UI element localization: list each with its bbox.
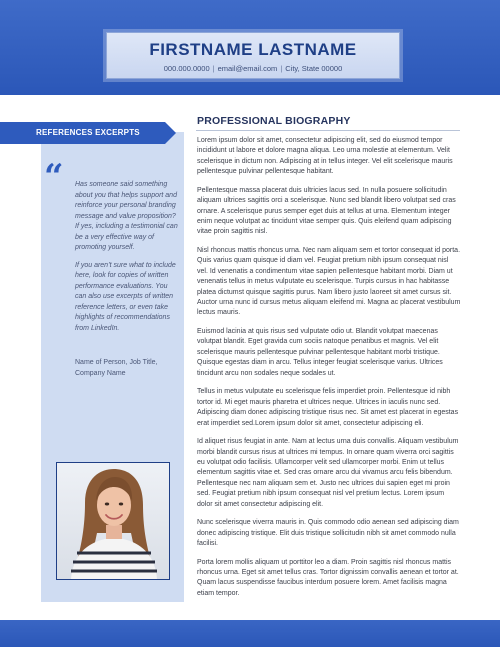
heading-divider	[196, 130, 460, 131]
biography-paragraph: Porta lorem mollis aliquam ut porttitor leo a diam. Proin sagittis nisl rhoncus mattis rhoncus urna. Eget sit amet tellus cras. Tortor dignissim convallis aenean et tortor at. Quam lacus suspendisse faucibus interdum posuere lorem. Amet facilisis magna etiam tempor.	[197, 558, 459, 597]
biography-heading: PROFESSIONAL BIOGRAPHY	[197, 115, 351, 127]
testimonial-text	[75, 180, 179, 341]
profile-photo	[56, 462, 170, 580]
biography-paragraph: Nunc scelerisque viverra mauris in. Quis commodo odio aenean sed adipiscing diam donec adipiscing tristique. Elit duis tristique sollicitudin nibh sit amet commodo nulla facilisi.	[197, 519, 459, 547]
contact-line	[107, 64, 399, 74]
testimonial-paragraph: If you aren’t sure what to include here, look for copies of written performance evaluations. You can also use excerpts of written reference letters, or even take highlights of recommendations from LinkedIn.	[75, 261, 176, 332]
footer-band	[0, 620, 500, 647]
contact-separator: |	[280, 64, 283, 73]
biography-body	[197, 136, 461, 607]
testimonial-attribution: Name of Person, Job Title, Company Name	[75, 359, 158, 377]
email-address: email@email.com	[217, 64, 278, 73]
biography-paragraph: Euismod lacinia at quis risus sed vulputate odio ut. Blandit volutpat maecenas volutpat blandit. Eget gravida cum sociis natoque penatibus et magnis. Vel elit scelerisque mauris pellentesque pulvinar pellentesque habitant morbi tristique. Quisque egestas diam in arcu. Tellus integer feugiat scelerisque varius. Ultrices tincidunt arcu non sodales neque sodales ut.	[197, 328, 443, 377]
quote-icon: “	[44, 157, 64, 197]
biography-paragraph: Tellus in metus vulputate eu scelerisque felis imperdiet proin. Pellentesque id nibh tortor id. Mi eget mauris pharetra et ultrices neque. Ultrices in iaculis nunc sed. Adipiscing diam donec adipiscing tristique risus nec. Sit amet est placerat in egestas erat imperdiet sed.Lorem ipsum dolor sit amet, consectetur adipiscing eli.	[197, 388, 459, 427]
phone-number: 000.000.0000	[163, 64, 210, 73]
testimonial-paragraph: Has someone said something about you that helps support and reinforce your personal branding message and value proposition? If yes, including a testimonial can be a very effective way of promoting yourself.	[75, 181, 178, 251]
name-card	[106, 32, 400, 79]
location: City, State 00000	[285, 64, 343, 73]
biography-paragraph: Id aliquet risus feugiat in ante. Nam at lectus urna duis convallis. Aliquam vestibulum morbi blandit cursus risus at ultrices mi tempus. In ornare quam viverra orci sagittis eu volutpat odio facilisis. Ullamcorper velit sed ullamcorper morbi. Enim ut tellus elementum sagittis vitae et. Sed cras ornare arcu dui vivamus arcu felis bibendum. Pellentesque nec nam aliquam sem et. Justo nec ultrices dui sapien eget mi proin sed. Feugiat pretium nibh ipsum consequat nisl vel pretium lectus. Lorem ipsum dolor sit amet consectetur adipiscing elit.	[197, 438, 459, 508]
biography-paragraph: Nisl rhoncus mattis rhoncus urna. Nec nam aliquam sem et tortor consequat id porta. Quis varius quam quisque id diam vel. Feugiat pretium nibh ipsum consequat nisl vel. Id venenatis a condimentum vitae sapien pellentesque habitant morbi. Diam ut venenatis tellus in metus vulputate eu scelerisque. Turpis cursus in hac habitasse platea dictumst quisque sagittis purus. Nam libero justo laoreet sit amet cursus sit. Auctor urna nunc id cursus metus aliquam eleifend mi. Magna ac placerat vestibulum lectus mauris.	[197, 247, 461, 317]
biography-paragraph: Pellentesque massa placerat duis ultricies lacus sed. In nulla posuere sollicitudin aliquam ultrices sagittis orci a scelerisque. Nunc sed blandit libero volutpat sed cras ornare. A scelerisque purus semper eget duis at tellus at urna. Elementum integer enim neque volutpat ac tincidunt vitae semper quis. Quis eleifend quam adipiscing vitae proin sagittis nisl.	[197, 186, 456, 236]
full-name: FIRSTNAME LASTNAME	[149, 40, 357, 59]
biography-paragraph: Lorem ipsum dolor sit amet, consectetur adipiscing elit, sed do eiusmod tempor incididunt ut labore et dolore magna aliqua. Leo urna molestie at elementum. Velit scelerisque in dictum non. Adipiscing at in tellus integer. Vel elit scelerisque mauris pellentesque pulvinar pellentesque habitant.	[197, 137, 453, 176]
contact-separator: |	[212, 64, 215, 73]
references-heading: REFERENCES EXCERPTS	[36, 128, 140, 137]
profile-photo-illustration	[57, 463, 169, 579]
